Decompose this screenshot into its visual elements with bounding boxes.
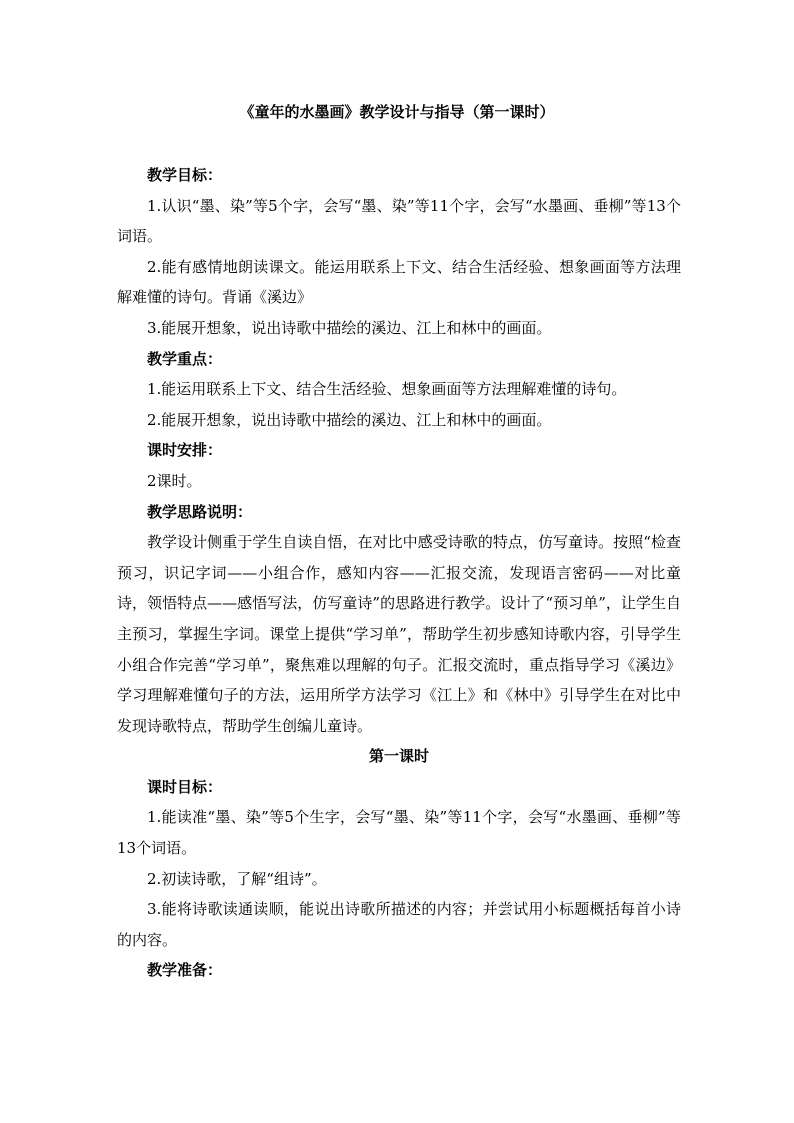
focus-item: 2.能展开想象，说出诗歌中描绘的溪边、江上和林中的画面。 <box>147 410 552 429</box>
focus-heading: 教学重点： <box>147 349 223 368</box>
focus-item: 1.能运用联系上下文、结合生活经验、想象画面等方法理解难懂的诗句。 <box>147 380 627 399</box>
schedule-text: 2课时。 <box>147 471 202 490</box>
goal-item: 3.能展开想象，说出诗歌中描绘的溪边、江上和林中的画面。 <box>147 318 552 337</box>
lesson-goal-item: 3.能将诗歌读通读顺，能说出诗歌所描述的内容；并尝试用小标题概括每首小诗的内容。 <box>117 900 681 949</box>
lesson-goals-heading: 课时目标： <box>147 777 223 796</box>
goals-heading: 教学目标： <box>147 166 223 184</box>
lesson-goal-item: 2.初读诗歌，了解“组诗”。 <box>147 869 327 888</box>
lesson-goal-item: 1.能读准“墨、染”等5个生字，会写“墨、染”等11个字，会写“水墨画、垂柳”等13个词语。 <box>117 808 681 858</box>
schedule-heading: 课时安排： <box>147 441 223 460</box>
prep-heading: 教学准备： <box>147 961 223 980</box>
approach-paragraph: 教学设计侧重于学生自读自悟，在对比中感受诗歌的特点，仿写童诗。按照“检查预习，识记字词——小组合作，感知内容——汇报交流，发现语言密码——对比童诗，领悟特点——感悟写法，仿写童诗”的思路进行教学。设计了“预习单”，让学生自主预习，掌握生字词。课堂上提供“学习单”，帮助学生初步感知诗歌内容，引导学生小组合作完善“学习单”，聚焦难以理解的句子。汇报交流时，重点指导学习《溪边》学习理解难懂句子的方法，运用所学方法学习《江上》和《林中》引导学生在对比中发现诗歌特点，帮助学生创编儿童诗。 <box>117 533 681 735</box>
approach-heading: 教学思路说明： <box>147 502 253 521</box>
goal-item: 2.能有感情地朗读课文。能运用联系上下文、结合生活经验、想象画面等方法理解难懂的诗句。背诵《溪边》 <box>117 257 681 307</box>
document-title: 《童年的水墨画》教学设计与指导（第一课时） <box>239 103 555 121</box>
document-body <box>117 160 681 986</box>
goal-item: 1.认识“墨、染”等5个字，会写“墨、染”等11个字，会写“水墨画、垂柳”等13个词语。 <box>117 196 681 246</box>
lesson-one-heading: 第一课时 <box>368 747 429 766</box>
